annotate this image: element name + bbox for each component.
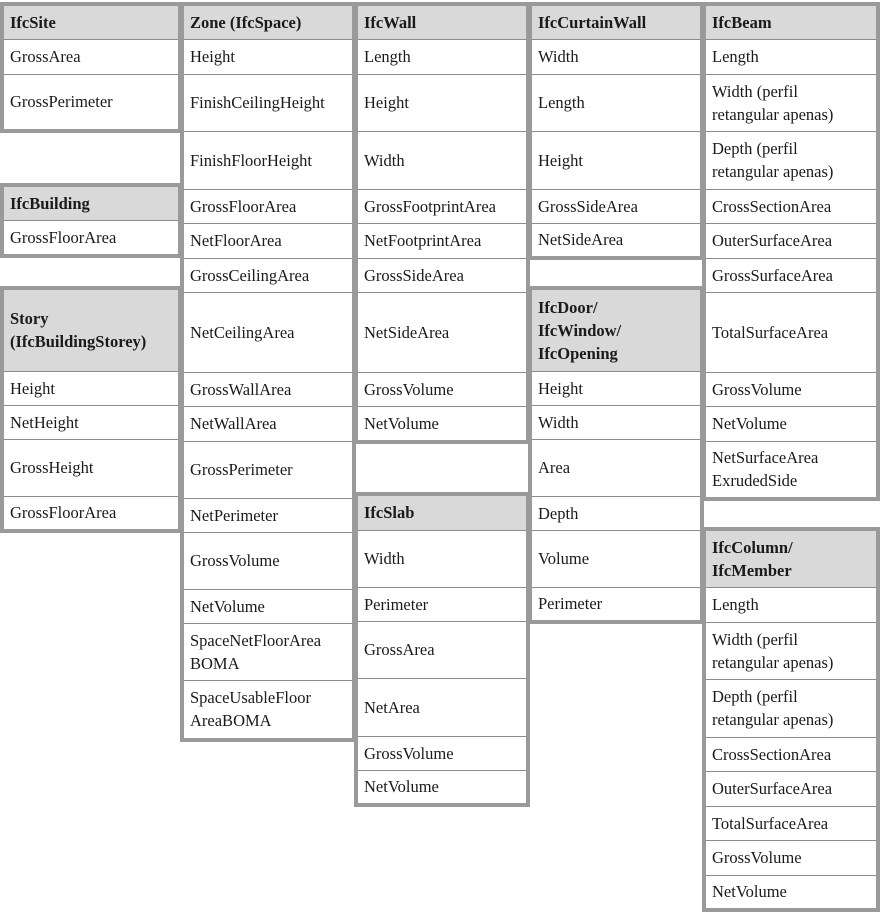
table-cell: NetCeilingArea bbox=[184, 292, 352, 372]
ifccolumn-header: IfcColumn/ IfcMember bbox=[706, 531, 876, 587]
table-cell: Height bbox=[184, 39, 352, 74]
story-header: Story (IfcBuildingStorey) bbox=[4, 290, 178, 371]
table-cell: Depth (perfil retangular apenas) bbox=[706, 131, 876, 189]
ifcbeam-table bbox=[706, 6, 876, 497]
ifcsite-header: IfcSite bbox=[4, 6, 178, 39]
table-cell: NetFootprintArea bbox=[358, 223, 526, 258]
table-cell: Height bbox=[532, 131, 700, 189]
table-cell: CrossSectionArea bbox=[706, 189, 876, 223]
ifcdoor-header: IfcDoor/ IfcWindow/ IfcOpening bbox=[532, 290, 700, 371]
table-cell: NetSurfaceArea ExrudedSide bbox=[712, 448, 819, 491]
table-cell: SpaceUsableFloor AreaBOMA bbox=[190, 688, 311, 731]
table-cell: Length bbox=[706, 587, 876, 622]
table-cell: GrossVolume bbox=[706, 372, 876, 406]
table-cell: NetVolume bbox=[364, 777, 439, 797]
table-cell: Width bbox=[358, 131, 526, 189]
table-cell: Volume bbox=[532, 530, 700, 587]
table-cell: NetHeight bbox=[4, 405, 178, 439]
ifcslab-table bbox=[358, 496, 526, 803]
ifcslab-block bbox=[354, 492, 530, 807]
ifcbuilding-block bbox=[0, 183, 182, 258]
table-cell: GrossFloorArea bbox=[184, 189, 352, 223]
zone-block bbox=[180, 2, 356, 742]
table-cell: Depth bbox=[532, 496, 700, 530]
table-cell: OuterSurfaceArea bbox=[706, 771, 876, 806]
table-cell: Length bbox=[532, 74, 700, 131]
table-cell: GrossArea bbox=[4, 39, 178, 74]
ifcwall-block bbox=[354, 2, 530, 444]
table-cell: Width (perfil retangular apenas) bbox=[706, 74, 876, 131]
table-cell: NetPerimeter bbox=[184, 498, 352, 532]
table-cell: GrossVolume bbox=[358, 372, 526, 406]
table-cell: GrossVolume bbox=[706, 840, 876, 875]
ifcwall-table bbox=[358, 6, 526, 440]
table-cell: OuterSurfaceArea bbox=[706, 223, 876, 258]
table-cell: NetSideArea bbox=[538, 230, 624, 250]
ifcbeam-block bbox=[702, 2, 880, 501]
table-cell: NetVolume bbox=[712, 882, 787, 902]
table-cell: GrossVolume bbox=[184, 532, 352, 589]
table-cell: Perimeter bbox=[358, 587, 526, 621]
table-cell: GrossHeight bbox=[4, 439, 178, 496]
table-cell: NetVolume bbox=[364, 413, 439, 433]
table-cell: CrossSectionArea bbox=[706, 737, 876, 771]
ifccurtainwall-header: IfcCurtainWall bbox=[532, 6, 700, 39]
story-block bbox=[0, 286, 182, 533]
table-cell: GrossFloorArea bbox=[10, 227, 117, 247]
ifcsite-table bbox=[4, 6, 178, 129]
ifcdoor-block bbox=[528, 286, 704, 624]
table-cell: Perimeter bbox=[538, 594, 603, 614]
ifcbuilding-table bbox=[4, 187, 178, 254]
table-cell: NetWallArea bbox=[184, 406, 352, 441]
ifcwall-header: IfcWall bbox=[358, 6, 526, 39]
table-cell: Width bbox=[532, 39, 700, 74]
story-table bbox=[4, 290, 178, 529]
table-cell: NetSideArea bbox=[358, 292, 526, 372]
table-cell: GrossSideArea bbox=[358, 258, 526, 292]
table-cell: TotalSurfaceArea bbox=[706, 806, 876, 840]
table-cell: Height bbox=[532, 371, 700, 405]
table-cell: NetVolume bbox=[184, 589, 352, 623]
table-cell: GrossSurfaceArea bbox=[706, 258, 876, 292]
table-cell: GrossPerimeter bbox=[184, 441, 352, 498]
ifccurtainwall-block bbox=[528, 2, 704, 260]
ifcsite-block bbox=[0, 2, 182, 133]
table-cell: GrossSideArea bbox=[532, 189, 700, 223]
zone-table bbox=[184, 6, 352, 738]
ifcdoor-table bbox=[532, 290, 700, 620]
table-cell: NetFloorArea bbox=[184, 223, 352, 258]
table-cell: Depth (perfil retangular apenas) bbox=[706, 679, 876, 737]
table-cell: GrossCeilingArea bbox=[184, 258, 352, 292]
table-cell: GrossWallArea bbox=[184, 372, 352, 406]
table-cell: Height bbox=[358, 74, 526, 131]
table-cell: GrossPerimeter bbox=[10, 92, 113, 112]
ifccurtainwall-table bbox=[532, 6, 700, 256]
table-cell: Length bbox=[706, 39, 876, 74]
table-cell: Width bbox=[358, 530, 526, 587]
table-cell: Length bbox=[358, 39, 526, 74]
table-cell: Width (perfil retangular apenas) bbox=[706, 622, 876, 679]
table-cell: NetVolume bbox=[706, 406, 876, 441]
table-cell: GrossVolume bbox=[358, 736, 526, 770]
table-cell: TotalSurfaceArea bbox=[706, 292, 876, 372]
table-cell: FinishFloorHeight bbox=[184, 131, 352, 189]
ifccolumn-block bbox=[702, 527, 880, 912]
table-cell: SpaceNetFloorArea BOMA bbox=[184, 623, 352, 680]
table-cell: FinishCeilingHeight bbox=[184, 74, 352, 131]
table-cell: GrossFootprintArea bbox=[358, 189, 526, 223]
ifcslab-header: IfcSlab bbox=[358, 496, 526, 530]
table-cell: Area bbox=[532, 439, 700, 496]
table-cell: GrossArea bbox=[358, 621, 526, 678]
ifcbeam-header: IfcBeam bbox=[706, 6, 876, 39]
table-cell: Height bbox=[4, 371, 178, 405]
ifcbuilding-header: IfcBuilding bbox=[4, 187, 178, 220]
table-cell: GrossFloorArea bbox=[10, 503, 117, 523]
table-cell: NetArea bbox=[358, 678, 526, 736]
zone-header: Zone (IfcSpace) bbox=[184, 6, 352, 39]
ifccolumn-table bbox=[706, 531, 876, 908]
table-cell: Width bbox=[532, 405, 700, 439]
